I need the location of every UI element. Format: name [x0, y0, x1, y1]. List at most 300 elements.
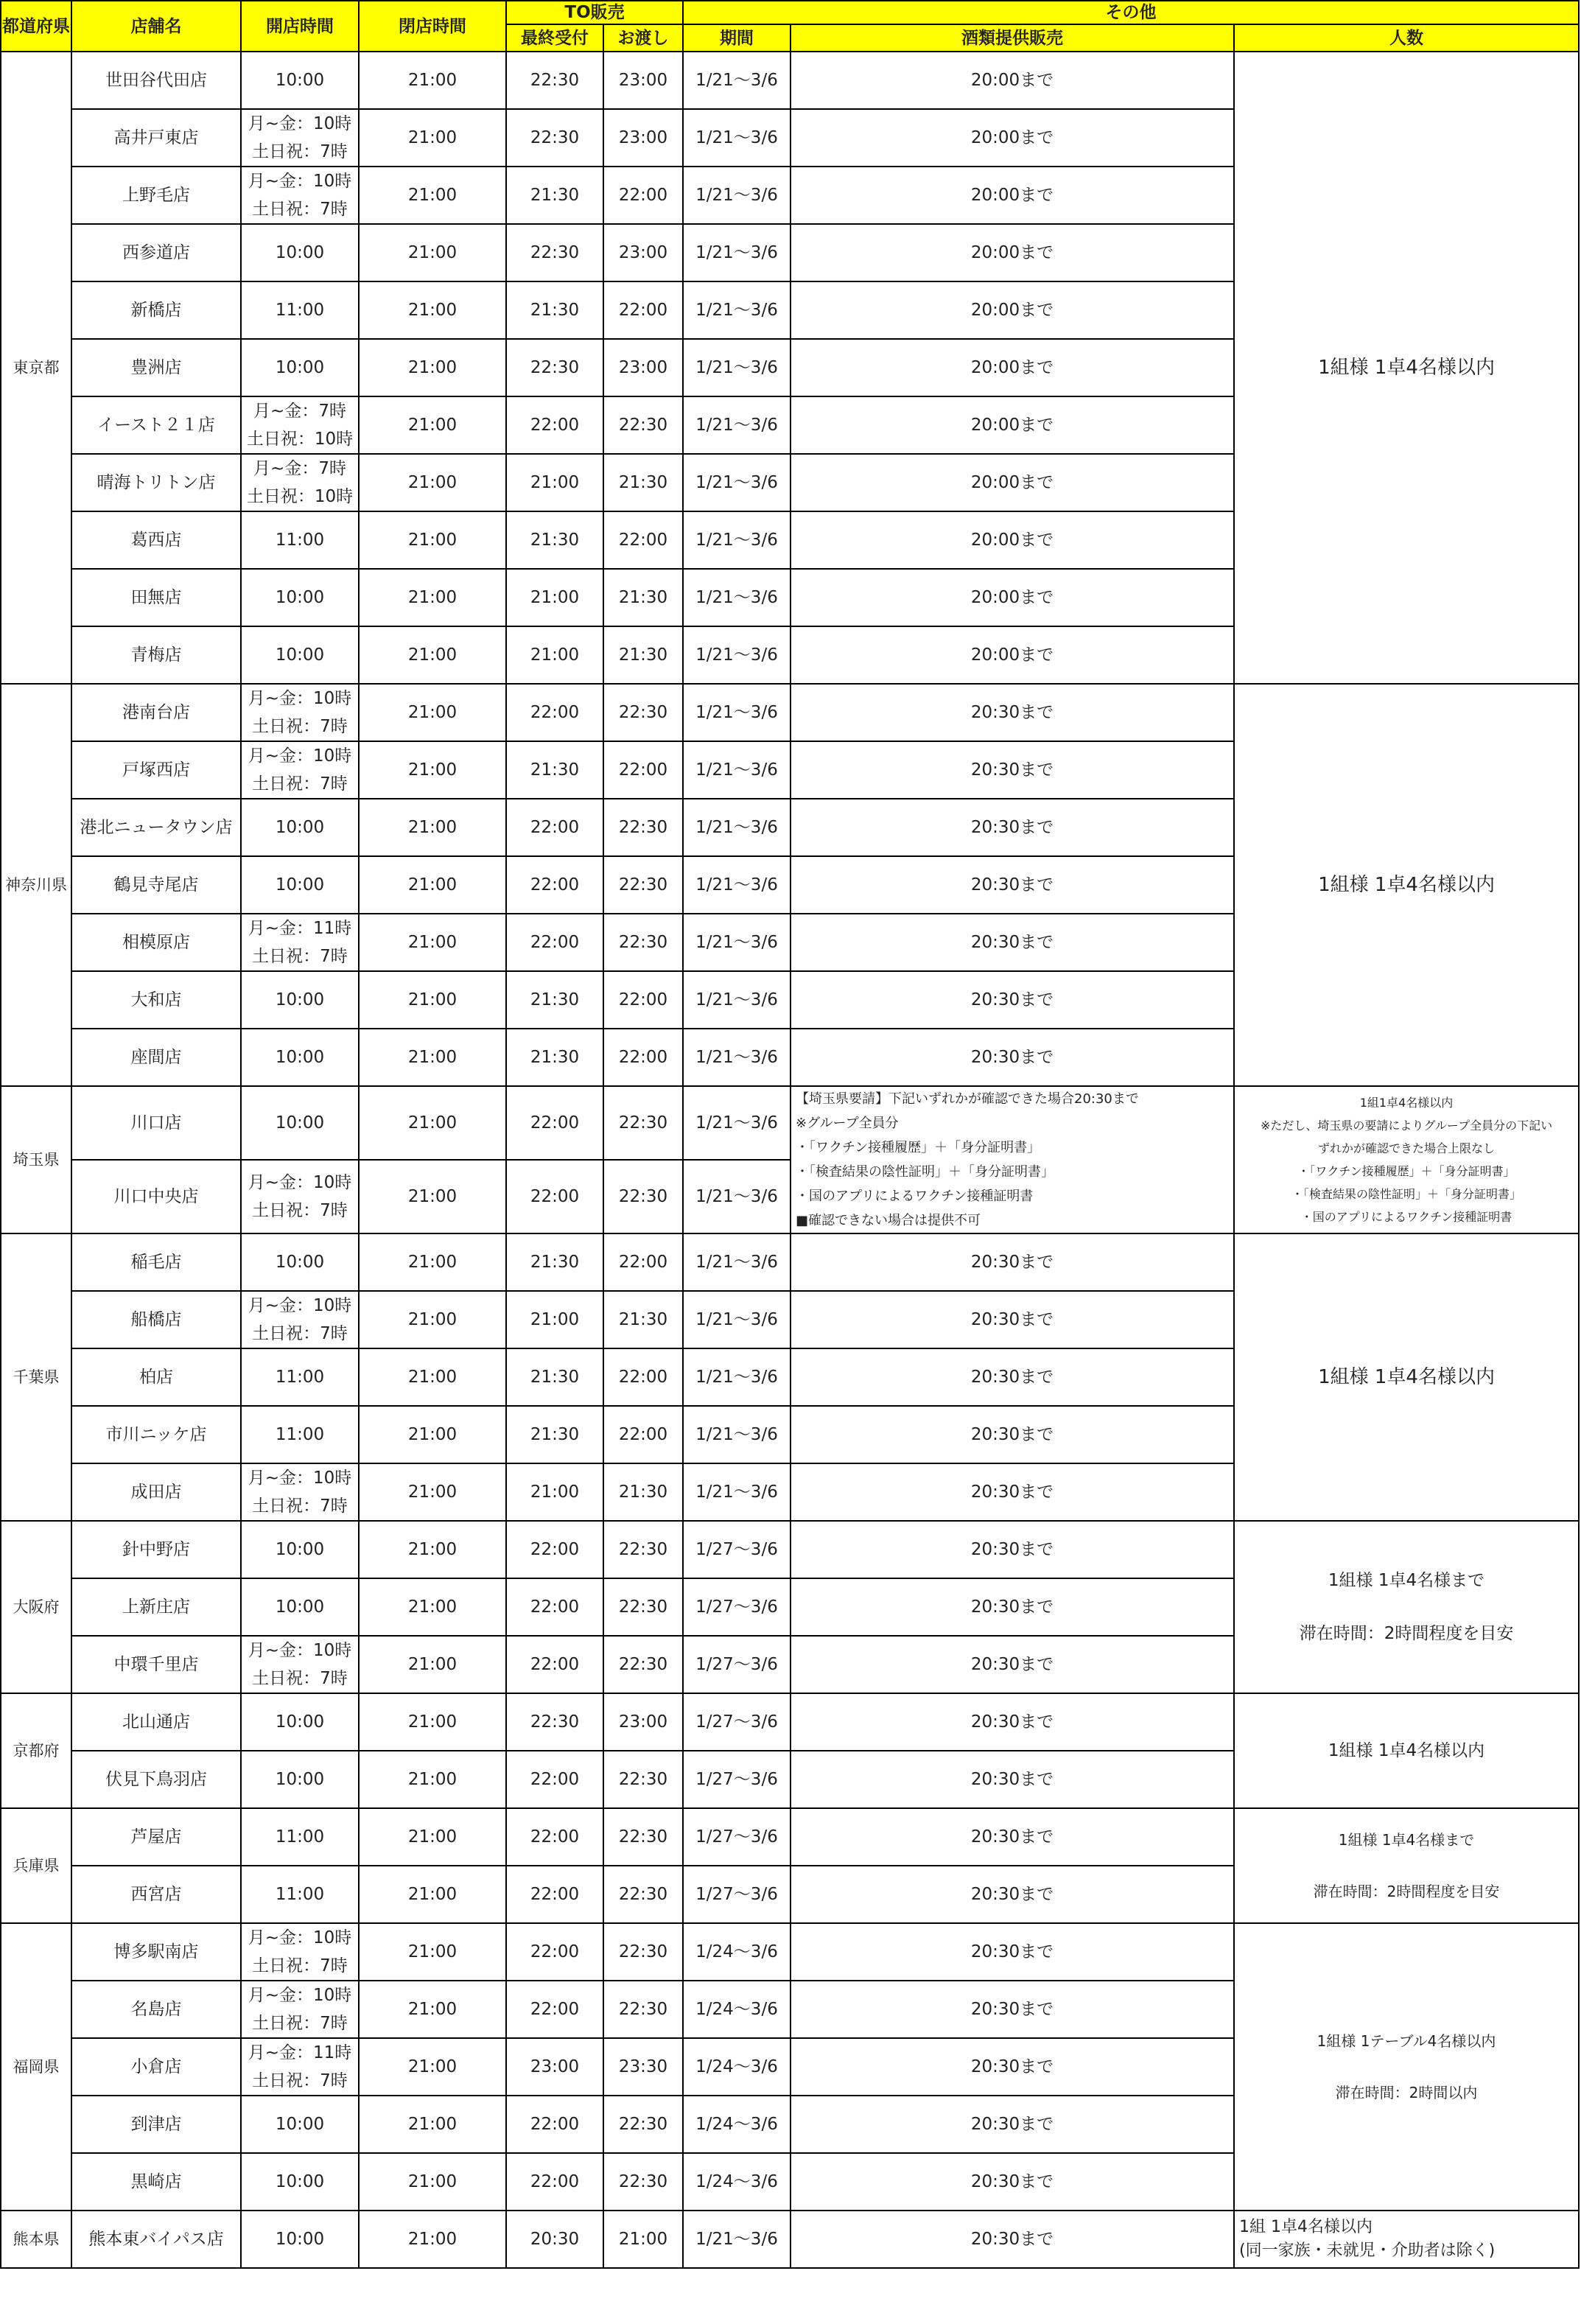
- close-time: 21:00: [359, 281, 506, 339]
- period: 1/21～3/6: [683, 684, 790, 741]
- open-time: 10:00: [241, 1086, 359, 1160]
- store-name: 田無店: [71, 569, 241, 626]
- period: 1/21～3/6: [683, 2211, 790, 2268]
- header-people: 人数: [1234, 24, 1579, 52]
- open-time: 11:00: [241, 1348, 359, 1406]
- store-name: 船橋店: [71, 1291, 241, 1348]
- period: 1/21～3/6: [683, 1348, 790, 1406]
- store-name: 稲毛店: [71, 1233, 241, 1291]
- cell-line: 月~金：10時: [248, 1641, 352, 1660]
- store-name: 世田谷代田店: [71, 52, 241, 109]
- store-name: 西参道店: [71, 224, 241, 281]
- pref-cell: 千葉県: [1, 1233, 71, 1521]
- cell-line: (同一家族・未就児・介助者は除く): [1239, 2241, 1496, 2260]
- close-time: 21:00: [359, 1981, 506, 2038]
- close-time: 21:00: [359, 511, 506, 569]
- table-row: [1, 1086, 1579, 1160]
- header-open: 開店時間: [241, 1, 359, 52]
- open-time: [241, 684, 359, 741]
- open-time: 10:00: [241, 971, 359, 1029]
- handover-time: 23:00: [603, 224, 683, 281]
- alcohol-note: [790, 1086, 1234, 1233]
- open-time: [241, 914, 359, 971]
- last-order: 21:30: [506, 1406, 603, 1463]
- store-name: 戸塚西店: [71, 741, 241, 799]
- handover-time: 22:30: [603, 2096, 683, 2153]
- handover-time: 22:00: [603, 1029, 683, 1086]
- alcohol-time: 20:00まで: [790, 281, 1234, 339]
- store-name: 到津店: [71, 2096, 241, 2153]
- last-order: 23:00: [506, 2038, 603, 2096]
- store-name: 川口店: [71, 1086, 241, 1160]
- people-limit: [1234, 1521, 1579, 1693]
- cell-line: 土日祝：7時: [252, 1497, 348, 1516]
- cell-line: 滞在時間：2時間程度を目安: [1299, 1624, 1514, 1643]
- period: 1/21～3/6: [683, 52, 790, 109]
- cell-line: ■確認できない場合は提供不可: [796, 1213, 981, 1228]
- period: 1/21～3/6: [683, 569, 790, 626]
- period: 1/21～3/6: [683, 1406, 790, 1463]
- handover-time: 21:30: [603, 454, 683, 511]
- last-order: 21:30: [506, 167, 603, 224]
- period: 1/27～3/6: [683, 1578, 790, 1636]
- store-name: 博多駅南店: [71, 1923, 241, 1981]
- cell-line: 月~金：10時: [248, 689, 352, 708]
- alcohol-time: 20:30まで: [790, 799, 1234, 856]
- open-time: [241, 1636, 359, 1693]
- table-body: [1, 52, 1579, 2268]
- close-time: 21:00: [359, 1808, 506, 1866]
- last-order: 22:00: [506, 1866, 603, 1923]
- table-row: [1, 1808, 1579, 1866]
- handover-time: 22:30: [603, 856, 683, 914]
- alcohol-time: 20:30まで: [790, 741, 1234, 799]
- close-time: 21:00: [359, 626, 506, 684]
- store-name: 上新庄店: [71, 1578, 241, 1636]
- alcohol-time: 20:30まで: [790, 1636, 1234, 1693]
- alcohol-time: 20:30まで: [790, 1578, 1234, 1636]
- handover-time: 22:30: [603, 1578, 683, 1636]
- period: 1/21～3/6: [683, 971, 790, 1029]
- handover-time: 23:00: [603, 1693, 683, 1751]
- alcohol-time: 20:00まで: [790, 511, 1234, 569]
- open-time: 11:00: [241, 281, 359, 339]
- handover-time: 22:30: [603, 1866, 683, 1923]
- cell-line: 1組様 1卓4名様まで: [1338, 1830, 1475, 1849]
- handover-time: 22:30: [603, 1751, 683, 1808]
- close-time: 21:00: [359, 224, 506, 281]
- close-time: 21:00: [359, 2096, 506, 2153]
- pref-cell: 埼玉県: [1, 1086, 71, 1233]
- cell-line: ・「ワクチン接種履歴」＋「身分証明書」: [796, 1140, 1041, 1155]
- alcohol-time: 20:30まで: [790, 1233, 1234, 1291]
- last-order: 21:00: [506, 569, 603, 626]
- period: 1/21～3/6: [683, 339, 790, 396]
- pref-cell: 福岡県: [1, 1923, 71, 2211]
- alcohol-time: 20:30まで: [790, 1348, 1234, 1406]
- last-order: 21:30: [506, 1348, 603, 1406]
- close-time: 21:00: [359, 741, 506, 799]
- open-time: [241, 167, 359, 224]
- handover-time: 22:30: [603, 2153, 683, 2211]
- pref-cell: 神奈川県: [1, 684, 71, 1086]
- handover-time: 22:00: [603, 167, 683, 224]
- cell-line: 土日祝：7時: [252, 1201, 348, 1220]
- period: 1/21～3/6: [683, 799, 790, 856]
- cell-line: 土日祝：7時: [252, 717, 348, 736]
- handover-time: 21:30: [603, 1463, 683, 1521]
- period: 1/24～3/6: [683, 1923, 790, 1981]
- alcohol-time: 20:30まで: [790, 1866, 1234, 1923]
- period: 1/21～3/6: [683, 741, 790, 799]
- last-order: 22:00: [506, 1808, 603, 1866]
- period: 1/21～3/6: [683, 511, 790, 569]
- open-time: 10:00: [241, 2153, 359, 2211]
- close-time: 21:00: [359, 1029, 506, 1086]
- open-time: [241, 1981, 359, 2038]
- handover-time: 22:30: [603, 684, 683, 741]
- cell-line: [1235, 2054, 1578, 2080]
- store-name: 上野毛店: [71, 167, 241, 224]
- open-time: 10:00: [241, 569, 359, 626]
- store-name: イースト２１店: [71, 396, 241, 454]
- last-order: 22:30: [506, 339, 603, 396]
- period: 1/21～3/6: [683, 109, 790, 167]
- close-time: 21:00: [359, 1636, 506, 1693]
- open-time: 10:00: [241, 1751, 359, 1808]
- open-time: 10:00: [241, 1233, 359, 1291]
- open-time: 10:00: [241, 52, 359, 109]
- close-time: 21:00: [359, 1348, 506, 1406]
- last-order: 22:00: [506, 2153, 603, 2211]
- header-last-order: 最終受付: [506, 24, 603, 52]
- period: 1/27～3/6: [683, 1521, 790, 1578]
- handover-time: 23:30: [603, 2038, 683, 2096]
- cell-line: 土日祝：7時: [252, 200, 348, 219]
- alcohol-time: 20:30まで: [790, 1029, 1234, 1086]
- close-time: 21:00: [359, 109, 506, 167]
- cell-line: 【埼玉県要請】下記いずれかが確認できた場合20:30まで: [796, 1091, 1139, 1107]
- header-store: 店舗名: [71, 1, 241, 52]
- cell-line: ・「検査結果の陰性証明」＋「身分証明書」: [1291, 1187, 1522, 1201]
- close-time: 21:00: [359, 2153, 506, 2211]
- people-limit: 1組様 1卓4名様以内: [1234, 684, 1579, 1086]
- cell-line: 月~金：7時: [253, 459, 346, 478]
- alcohol-time: 20:00まで: [790, 626, 1234, 684]
- close-time: 21:00: [359, 1751, 506, 1808]
- cell-line: 土日祝：7時: [252, 1956, 348, 1975]
- store-name: 芦屋店: [71, 1808, 241, 1866]
- alcohol-time: 20:00まで: [790, 396, 1234, 454]
- cell-line: 1組様 1卓4名様まで: [1328, 1571, 1485, 1590]
- alcohol-time: 20:30まで: [790, 1981, 1234, 2038]
- alcohol-time: 20:30まで: [790, 1291, 1234, 1348]
- last-order: 22:00: [506, 1578, 603, 1636]
- alcohol-time: 20:30まで: [790, 2211, 1234, 2268]
- close-time: 21:00: [359, 2211, 506, 2268]
- header-alcohol: 酒類提供販売: [790, 24, 1234, 52]
- last-order: 22:30: [506, 109, 603, 167]
- store-name: 西宮店: [71, 1866, 241, 1923]
- close-time: 21:00: [359, 1578, 506, 1636]
- handover-time: 22:30: [603, 1160, 683, 1233]
- period: 1/24～3/6: [683, 2096, 790, 2153]
- alcohol-time: 20:00まで: [790, 52, 1234, 109]
- table-row: [1, 1233, 1579, 1291]
- close-time: 21:00: [359, 684, 506, 741]
- last-order: 21:00: [506, 454, 603, 511]
- close-time: 21:00: [359, 799, 506, 856]
- alcohol-time: 20:30まで: [790, 971, 1234, 1029]
- people-limit: [1234, 1086, 1579, 1233]
- cell-line: 土日祝：7時: [252, 947, 348, 966]
- cell-line: 月~金：10時: [248, 1296, 352, 1315]
- close-time: 21:00: [359, 396, 506, 454]
- open-time: 10:00: [241, 799, 359, 856]
- open-time: [241, 2038, 359, 2096]
- store-name: 豊洲店: [71, 339, 241, 396]
- pref-cell: 兵庫県: [1, 1808, 71, 1923]
- alcohol-time: 20:00まで: [790, 167, 1234, 224]
- cell-line: 土日祝：7時: [252, 142, 348, 161]
- pref-cell: 東京都: [1, 52, 71, 684]
- table-row: [1, 2211, 1579, 2268]
- close-time: 21:00: [359, 1406, 506, 1463]
- store-name: 青梅店: [71, 626, 241, 684]
- period: 1/21～3/6: [683, 914, 790, 971]
- alcohol-time: 20:30まで: [790, 1751, 1234, 1808]
- handover-time: 22:30: [603, 1086, 683, 1160]
- store-name: 鶴見寺尾店: [71, 856, 241, 914]
- period: 1/21～3/6: [683, 1291, 790, 1348]
- pref-cell: 熊本県: [1, 2211, 71, 2268]
- open-time: 10:00: [241, 1521, 359, 1578]
- last-order: 21:00: [506, 1291, 603, 1348]
- period: 1/24～3/6: [683, 2038, 790, 2096]
- last-order: 21:00: [506, 1463, 603, 1521]
- alcohol-time: 20:30まで: [790, 914, 1234, 971]
- people-limit: [1234, 1808, 1579, 1923]
- cell-line: ・「検査結果の陰性証明」＋「身分証明書」: [796, 1164, 1054, 1180]
- last-order: 22:30: [506, 1693, 603, 1751]
- header-pref: 都道府県: [1, 1, 71, 52]
- store-name: 伏見下鳥羽店: [71, 1751, 241, 1808]
- handover-time: 22:00: [603, 1233, 683, 1291]
- store-name: 大和店: [71, 971, 241, 1029]
- cell-line: ・国のアプリによるワクチン接種証明書: [1300, 1210, 1512, 1224]
- header-close: 閉店時間: [359, 1, 506, 52]
- people-limit: [1234, 2211, 1579, 2268]
- last-order: 22:00: [506, 1751, 603, 1808]
- alcohol-time: 20:00まで: [790, 339, 1234, 396]
- cell-line: 月~金：10時: [248, 1928, 352, 1947]
- close-time: 21:00: [359, 339, 506, 396]
- table-row: [1, 684, 1579, 741]
- period: 1/27～3/6: [683, 1693, 790, 1751]
- cell-line: 月~金：10時: [248, 172, 352, 191]
- handover-time: 22:00: [603, 1348, 683, 1406]
- open-time: 10:00: [241, 2211, 359, 2268]
- close-time: 21:00: [359, 971, 506, 1029]
- header-period: 期間: [683, 24, 790, 52]
- store-name: 柏店: [71, 1348, 241, 1406]
- alcohol-time: 20:30まで: [790, 2038, 1234, 2096]
- open-time: 10:00: [241, 626, 359, 684]
- people-limit: 1組様 1卓4名様以内: [1234, 1233, 1579, 1521]
- close-time: 21:00: [359, 1291, 506, 1348]
- pref-cell: 京都府: [1, 1693, 71, 1808]
- last-order: 20:30: [506, 2211, 603, 2268]
- table-row: [1, 1693, 1579, 1751]
- period: 1/27～3/6: [683, 1866, 790, 1923]
- close-time: 21:00: [359, 454, 506, 511]
- period: 1/21～3/6: [683, 1463, 790, 1521]
- handover-time: 21:30: [603, 569, 683, 626]
- handover-time: 22:30: [603, 1923, 683, 1981]
- handover-time: 22:30: [603, 1521, 683, 1578]
- cell-line: ずれかが確認できた場合上限なし: [1318, 1141, 1496, 1155]
- cell-line: 月~金：11時: [248, 2043, 352, 2062]
- store-name: 新橋店: [71, 281, 241, 339]
- people-limit: 1組様 1卓4名様以内: [1234, 1693, 1579, 1808]
- period: 1/21～3/6: [683, 281, 790, 339]
- store-name: 熊本東バイパス店: [71, 2211, 241, 2268]
- open-time: 11:00: [241, 1808, 359, 1866]
- close-time: 21:00: [359, 1866, 506, 1923]
- handover-time: 22:30: [603, 1636, 683, 1693]
- alcohol-time: 20:30まで: [790, 1406, 1234, 1463]
- close-time: 21:00: [359, 1463, 506, 1521]
- close-time: 21:00: [359, 2038, 506, 2096]
- last-order: 22:00: [506, 1521, 603, 1578]
- last-order: 22:00: [506, 856, 603, 914]
- cell-line: 土日祝：10時: [246, 487, 354, 506]
- handover-time: 21:30: [603, 626, 683, 684]
- store-name: 北山通店: [71, 1693, 241, 1751]
- handover-time: 21:30: [603, 1291, 683, 1348]
- header-other: その他: [683, 1, 1579, 24]
- cell-line: 月~金：11時: [248, 919, 352, 938]
- handover-time: 22:30: [603, 799, 683, 856]
- people-limit: [1234, 1923, 1579, 2211]
- last-order: 22:00: [506, 914, 603, 971]
- handover-time: 22:30: [603, 1981, 683, 2038]
- last-order: 21:30: [506, 281, 603, 339]
- alcohol-time: 20:30まで: [790, 856, 1234, 914]
- open-time: 10:00: [241, 1693, 359, 1751]
- cell-line: ※ただし、埼玉県の要請によりグループ全員分の下記い: [1260, 1119, 1553, 1133]
- handover-time: 22:00: [603, 741, 683, 799]
- store-name: 市川ニッケ店: [71, 1406, 241, 1463]
- cell-line: 1組1卓4名様以内: [1359, 1096, 1454, 1110]
- table-row: [1, 1521, 1579, 1578]
- close-time: 21:00: [359, 1160, 506, 1233]
- open-time: 10:00: [241, 224, 359, 281]
- alcohol-time: 20:30まで: [790, 1923, 1234, 1981]
- alcohol-time: 20:30まで: [790, 684, 1234, 741]
- open-time: 10:00: [241, 856, 359, 914]
- close-time: 21:00: [359, 1521, 506, 1578]
- last-order: 21:00: [506, 626, 603, 684]
- cell-line: 土日祝：7時: [252, 1324, 348, 1343]
- period: 1/21～3/6: [683, 626, 790, 684]
- handover-time: 23:00: [603, 52, 683, 109]
- store-name: 高井戸東店: [71, 109, 241, 167]
- close-time: 21:00: [359, 569, 506, 626]
- period: 1/21～3/6: [683, 1233, 790, 1291]
- alcohol-time: 20:30まで: [790, 2153, 1234, 2211]
- period: 1/21～3/6: [683, 396, 790, 454]
- alcohol-time: 20:00まで: [790, 224, 1234, 281]
- store-name: 黒崎店: [71, 2153, 241, 2211]
- store-name: 名島店: [71, 1981, 241, 2038]
- last-order: 22:00: [506, 1981, 603, 2038]
- cell-line: 土日祝：7時: [252, 774, 348, 794]
- handover-time: 22:00: [603, 281, 683, 339]
- last-order: 22:00: [506, 2096, 603, 2153]
- store-name: 針中野店: [71, 1521, 241, 1578]
- close-time: 21:00: [359, 914, 506, 971]
- open-time: [241, 1463, 359, 1521]
- last-order: 22:30: [506, 224, 603, 281]
- period: 1/21～3/6: [683, 167, 790, 224]
- cell-line: 月~金：10時: [248, 746, 352, 766]
- alcohol-time: 20:30まで: [790, 1808, 1234, 1866]
- handover-time: 23:00: [603, 109, 683, 167]
- handover-time: 22:30: [603, 1808, 683, 1866]
- open-time: [241, 741, 359, 799]
- period: 1/21～3/6: [683, 1160, 790, 1233]
- last-order: 21:30: [506, 741, 603, 799]
- last-order: 22:00: [506, 1086, 603, 1160]
- store-name: 座間店: [71, 1029, 241, 1086]
- store-name: 成田店: [71, 1463, 241, 1521]
- alcohol-time: 20:30まで: [790, 2096, 1234, 2153]
- cell-line: ※グループ全員分: [796, 1116, 899, 1131]
- alcohol-time: 20:30まで: [790, 1463, 1234, 1521]
- period: 1/21～3/6: [683, 1029, 790, 1086]
- store-name: 川口中央店: [71, 1160, 241, 1233]
- alcohol-time: 20:00まで: [790, 109, 1234, 167]
- open-time: 10:00: [241, 339, 359, 396]
- cell-line: 月~金：10時: [248, 1986, 352, 2005]
- cell-line: 土日祝：7時: [252, 1669, 348, 1688]
- store-name: 港北ニュータウン店: [71, 799, 241, 856]
- open-time: [241, 1291, 359, 1348]
- period: 1/24～3/6: [683, 1981, 790, 2038]
- handover-time: 22:00: [603, 1406, 683, 1463]
- cell-line: 月~金：10時: [248, 1173, 352, 1192]
- store-name: 相模原店: [71, 914, 241, 971]
- last-order: 21:30: [506, 511, 603, 569]
- cell-line: 1組 1卓4名様以内: [1239, 2218, 1373, 2236]
- open-time: 10:00: [241, 1029, 359, 1086]
- cell-line: ・「ワクチン接種履歴」＋「身分証明書」: [1297, 1164, 1515, 1178]
- close-time: 21:00: [359, 856, 506, 914]
- header-to-sales: TO販売: [506, 1, 683, 24]
- open-time: 11:00: [241, 1866, 359, 1923]
- handover-time: 23:00: [603, 339, 683, 396]
- cell-line: ・国のアプリによるワクチン接種証明書: [796, 1189, 1034, 1204]
- store-name: 港南台店: [71, 684, 241, 741]
- handover-time: 22:00: [603, 511, 683, 569]
- close-time: 21:00: [359, 52, 506, 109]
- header-handover: お渡し: [603, 24, 683, 52]
- cell-line: 月~金：10時: [248, 1469, 352, 1488]
- pref-cell: 大阪府: [1, 1521, 71, 1693]
- last-order: 21:30: [506, 971, 603, 1029]
- cell-line: 土日祝：10時: [246, 430, 354, 449]
